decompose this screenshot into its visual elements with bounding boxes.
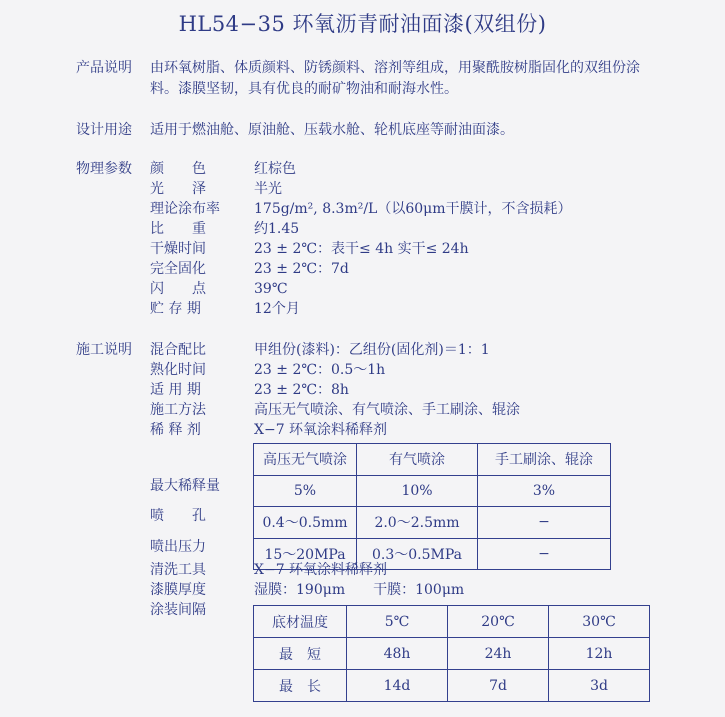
table-cell: 3%	[478, 475, 611, 507]
interval-row-label-min: 最 短	[254, 638, 347, 670]
spray-header-airless: 高压无气喷涂	[254, 444, 357, 476]
physical-value-shelf-life: 12个月	[254, 301, 300, 317]
after-value-film-thickness: 湿膜：190μm 干膜：100μm	[254, 582, 465, 598]
table-cell: −	[478, 538, 611, 570]
table-cell: 5%	[254, 475, 357, 507]
physical-value-gloss: 半光	[254, 181, 282, 197]
table-row	[254, 670, 650, 702]
spray-header-air: 有气喷涂	[357, 444, 478, 476]
application-label-pot-life: 适 用 期	[150, 382, 201, 398]
spray-header-brush: 手工刷涂、辊涂	[478, 444, 611, 476]
table-row	[254, 507, 611, 539]
section-label-product: 产品说明	[76, 60, 132, 76]
physical-label-cure: 完全固化	[150, 261, 206, 277]
physical-label-gloss: 光 泽	[150, 181, 206, 197]
application-value-pot-life: 23 ± 2℃：8h	[254, 382, 349, 398]
table-cell: 14d	[347, 670, 448, 702]
section-label-usage: 设计用途	[76, 122, 132, 138]
physical-label-shelf-life: 贮 存 期	[150, 301, 201, 317]
application-value-thinner: X−7 环氧涂料稀释剂	[254, 422, 388, 438]
physical-label-drying: 干燥时间	[150, 241, 206, 257]
usage-text: 适用于燃油舱、原油舱、压载水舱、轮机底座等耐油面漆。	[150, 122, 514, 138]
after-label-recoat-interval: 涂装间隔	[150, 602, 206, 618]
section-label-physical: 物理参数	[76, 161, 132, 177]
physical-label-color: 颜 色	[150, 161, 206, 177]
table-row	[254, 444, 611, 476]
physical-label-flash-point: 闪 点	[150, 281, 206, 297]
table-row	[254, 606, 650, 638]
table-cell: 24h	[448, 638, 549, 670]
application-label-induction: 熟化时间	[150, 362, 206, 378]
physical-value-flash-point: 39℃	[254, 281, 288, 297]
physical-value-color: 红棕色	[254, 161, 296, 177]
physical-label-coverage: 理论涂布率	[150, 201, 220, 217]
application-label-method: 施工方法	[150, 402, 206, 418]
physical-value-cure: 23 ± 2℃：7d	[254, 261, 349, 277]
after-value-cleaning: X−7 环氧涂料稀释剂	[254, 562, 388, 578]
table-cell: −	[478, 507, 611, 539]
recoat-interval-table	[253, 605, 650, 702]
spray-row-label-pressure: 喷出压力	[150, 539, 206, 555]
application-label-mix: 混合配比	[150, 342, 206, 358]
spray-row-label-nozzle: 喷 孔	[150, 508, 206, 524]
after-label-film-thickness: 漆膜厚度	[150, 582, 206, 598]
physical-value-density: 约1.45	[254, 221, 300, 237]
application-value-mix: 甲组份(漆料)：乙组份(固化剂)＝1：1	[254, 342, 490, 358]
table-cell: 48h	[347, 638, 448, 670]
interval-header-substrate-temp: 底材温度	[254, 606, 347, 638]
application-label-thinner: 稀 释 剂	[150, 422, 201, 438]
table-cell: 0.3～0.5MPa	[357, 538, 478, 570]
table-cell: 2.0～2.5mm	[357, 507, 478, 539]
spray-parameters-table	[253, 443, 611, 570]
section-label-application: 施工说明	[76, 342, 132, 358]
table-row	[254, 475, 611, 507]
interval-row-label-max: 最 长	[254, 670, 347, 702]
document-title: HL54−35 环氧沥青耐油面漆(双组份)	[178, 12, 547, 36]
product-text-line-1: 由环氧树脂、体质颜料、防锈颜料、溶剂等组成，用聚酰胺树脂固化的双组份涂	[150, 60, 640, 76]
spray-row-label-thinning: 最大稀释量	[150, 478, 220, 494]
physical-label-density: 比 重	[150, 221, 206, 237]
application-value-method: 高压无气喷涂、有气喷涂、手工刷涂、辊涂	[254, 402, 520, 418]
application-value-induction: 23 ± 2℃：0.5～1h	[254, 362, 386, 378]
interval-header-20c: 20℃	[448, 606, 549, 638]
physical-value-drying: 23 ± 2℃：表干≤ 4h 实干≤ 24h	[254, 241, 469, 257]
table-cell: 10%	[357, 475, 478, 507]
table-cell: 7d	[448, 670, 549, 702]
table-cell: 15～20MPa	[254, 538, 357, 570]
physical-value-coverage: 175g/m², 8.3m²/L（以60μm干膜计，不含损耗）	[254, 201, 572, 217]
product-text-line-2: 料。漆膜坚韧，具有优良的耐矿物油和耐海水性。	[150, 81, 458, 97]
table-cell: 12h	[549, 638, 650, 670]
after-label-cleaning: 清洗工具	[150, 562, 206, 578]
interval-header-5c: 5℃	[347, 606, 448, 638]
interval-header-30c: 30℃	[549, 606, 650, 638]
table-cell: 3d	[549, 670, 650, 702]
table-row	[254, 638, 650, 670]
table-cell: 0.4～0.5mm	[254, 507, 357, 539]
